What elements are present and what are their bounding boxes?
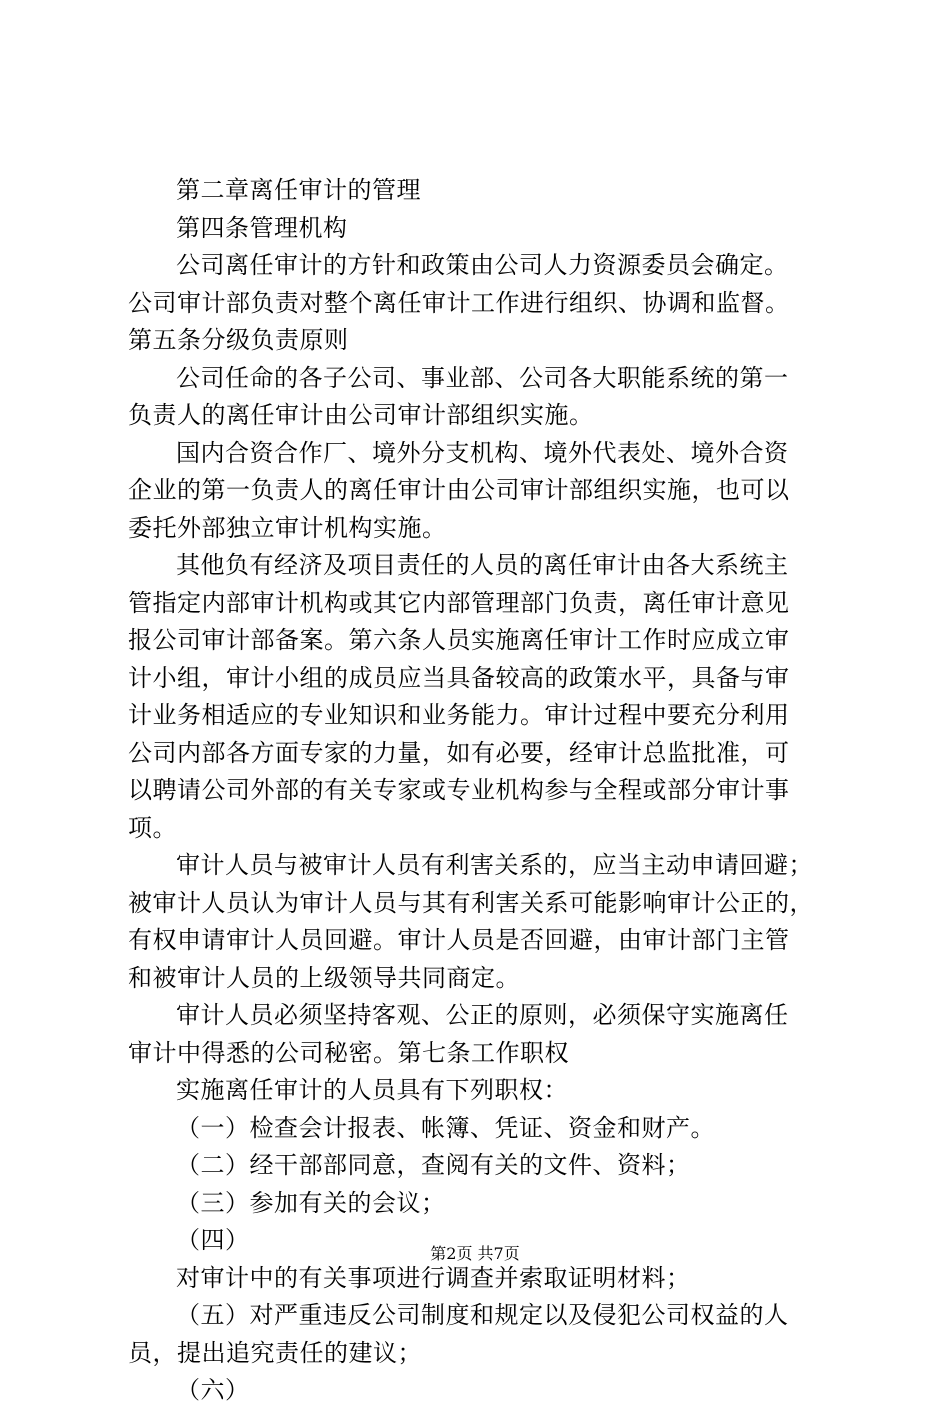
document-body (128, 172, 838, 1410)
article-heading: 第五条分级负责原则 (128, 326, 349, 354)
paragraph-line: 审计中得悉的公司秘密。第七条工作职权 (128, 1038, 569, 1067)
paragraph-line: 国内合资合作厂、境外分支机构、境外代表处、境外合资 (176, 438, 789, 467)
article-heading: 第四条管理机构 (176, 213, 348, 242)
paragraph-line: 公司内部各方面专家的力量，如有必要，经审计总监批准，可 (128, 738, 790, 767)
list-item: （三）参加有关的会议； (176, 1188, 446, 1217)
paragraph-line: 员，提出追究责任的建议； (128, 1338, 422, 1367)
paragraph-line: 公司离任审计的方针和政策由公司人力资源委员会确定。 (176, 251, 789, 279)
paragraph-line: 负责人的离任审计由公司审计部组织实施。 (128, 401, 594, 429)
paragraph-line: 公司任命的各子公司、事业部、公司各大职能系统的第一 (176, 363, 789, 392)
paragraph-line: 被审计人员认为审计人员与其有利害关系可能影响审计公正的， (128, 888, 814, 917)
list-item: （五）对严重违反公司制度和规定以及侵犯公司权益的人 (176, 1301, 789, 1329)
list-item: （六） (176, 1376, 250, 1404)
paragraph-line: 和被审计人员的上级领导共同商定。 (128, 963, 520, 992)
paragraph-line: 有权申请审计人员回避。审计人员是否回避，由审计部门主管 (128, 926, 790, 954)
paragraph-line: 计小组，审计小组的成员应当具备较高的政策水平，具备与审 (128, 663, 790, 692)
paragraph-line: 审计人员必须坚持客观、公正的原则，必须保守实施离任 (176, 1001, 789, 1029)
paragraph-line: 审计人员与被审计人员有利害关系的，应当主动申请回避； (176, 851, 813, 879)
paragraph-line: 管指定内部审计机构或其它内部管理部门负责，离任审计意见 (128, 588, 790, 617)
paragraph-line: 计业务相适应的专业知识和业务能力。审计过程中要充分利用 (128, 701, 790, 729)
paragraph-line: 以聘请公司外部的有关专家或专业机构参与全程或部分审计事 (128, 776, 790, 804)
paragraph-line: 企业的第一负责人的离任审计由公司审计部组织实施，也可以 (128, 476, 790, 504)
list-item: （二）经干部部同意，查阅有关的文件、资料； (176, 1151, 691, 1179)
paragraph-line: 实施离任审计的人员具有下列职权： (176, 1076, 568, 1104)
paragraph-line: 报公司审计部备案。第六条人员实施离任审计工作时应成立审 (128, 626, 790, 654)
list-item: （一）检查会计报表、帐簿、凭证、资金和财产。 (176, 1113, 715, 1142)
chapter-heading: 第二章离任审计的管理 (176, 176, 421, 204)
paragraph-line: 项。 (128, 813, 177, 842)
list-item: （四） (176, 1226, 250, 1254)
paragraph-line: 对审计中的有关事项进行调查并索取证明材料； (176, 1263, 691, 1292)
paragraph-line: 公司审计部负责对整个离任审计工作进行组织、协调和监督。 (128, 288, 790, 317)
page-number-footer: 第2页 共7页 (430, 1244, 520, 1263)
paragraph-line: 委托外部独立审计机构实施。 (128, 513, 447, 542)
paragraph-line: 其他负有经济及项目责任的人员的离任审计由各大系统主 (176, 551, 789, 579)
